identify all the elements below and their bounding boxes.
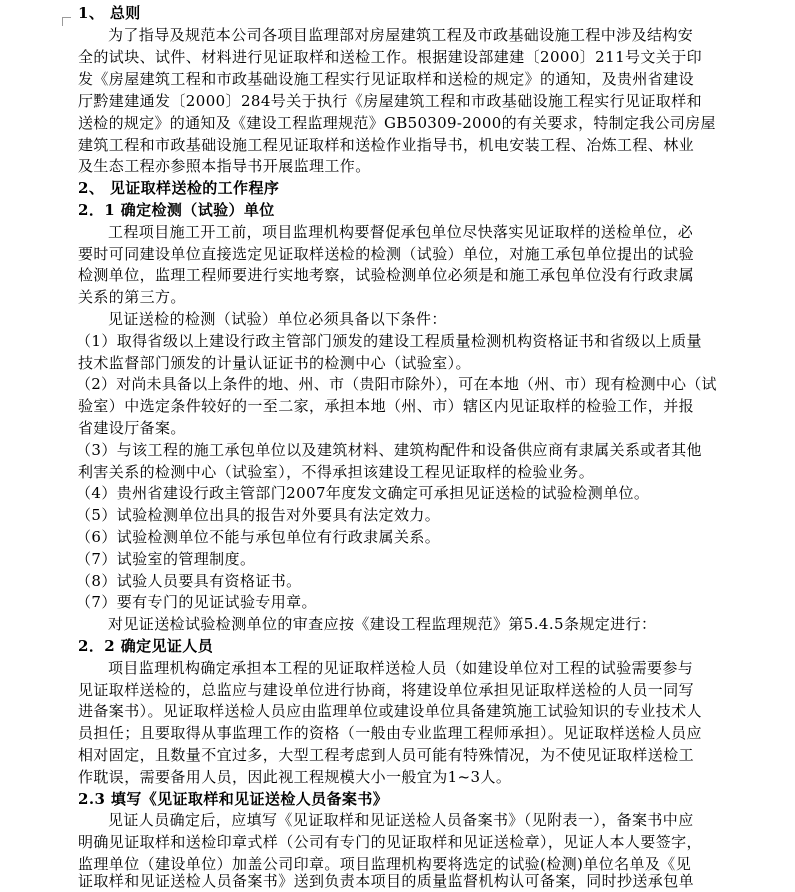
paragraph-line: 厅黔建建通发〔2000〕284号关于执行《房屋建筑工程和市政基础设施工程实行见证取样和: [78, 92, 703, 110]
list-item: （2）对尚未具备以上条件的地、州、市（贵阳市除外），可在本地（州、市）现有检测中心（试: [76, 375, 717, 393]
list-item: （4）贵州省建设行政主管部门2007年度发文确定可承担见证送检的试验检测单位。: [76, 484, 650, 502]
paragraph-line: 检测单位，监理工程师要进行实地考察，试验检测单位必须是和施工承包单位没有行政隶属: [78, 266, 695, 284]
list-item-continued: 省建设厅备案。: [78, 419, 186, 437]
paragraph-line: 要时可同建设单位直接选定见证取样送检的检测（试验）单位，对施工承包单位提出的试验: [78, 245, 695, 263]
heading-2: 2、 见证取样送检的工作程序: [78, 179, 280, 197]
paragraph-line: 全的试块、试件、材料进行见证取样和送检工作。根据建设部建建〔2000〕211号文关于印: [78, 48, 703, 66]
paragraph-line: 监理单位（建设单位）加盖公司印章。项目监理机构要将选定的试验(检测)单位名单及《见: [78, 855, 692, 873]
paragraph-line-cut: 证取样和见证送检人员备案书》送到负责本项目的质量监督机构认可备案，同时抄送承包单: [78, 872, 695, 890]
paragraph-line: 项目监理机构确定承担本工程的见证取样送检人员（如建设单位对工程的试验需要参与: [108, 659, 694, 677]
heading-2-2: 2．2 确定见证人员: [78, 637, 214, 655]
paragraph-line: 相对固定，且数量不宜过多，大型工程考虑到人员可能有特殊情况，为不使见证取样送检工: [78, 746, 695, 764]
list-item: （6）试验检测单位不能与承包单位有行政隶属关系。: [76, 528, 441, 546]
list-item: （5）试验检测单位出具的报告对外要具有法定效力。: [76, 506, 441, 524]
list-item-continued: 利害关系的检测中心（试验室），不得承担该建设工程见证取样的检验业务。: [78, 463, 595, 481]
paragraph-line: 关系的第三方。: [78, 288, 186, 306]
paragraph-line: 对见证送检试验检测单位的审查应按《建设工程监理规范》第5.4.5条规定进行：: [108, 615, 657, 633]
list-item: （8）试验人员要具有资格证书。: [76, 572, 302, 590]
paragraph-line: 作耽误，需要备用人员，因此视工程规模大小一般宜为1~3人。: [78, 768, 512, 786]
paragraph-line: 见证人员确定后，应填写《见证取样和见证送检人员备案书》（见附表一），备案书中应: [108, 811, 694, 829]
heading-2-1: 2．1 确定检测（试验）单位: [78, 201, 275, 219]
paragraph-line: 发《房屋建筑工程和市政基础设施工程实行见证取样和送检的规定》的通知，及贵州省建设: [78, 70, 695, 88]
list-item: （1）取得省级以上建设行政主管部门颁发的建设工程质量检测机构资格证书和省级以上质量: [76, 332, 702, 350]
list-item: （3）与该工程的施工承包单位以及建筑材料、建筑构配件和设备供应商有隶属关系或者其他: [76, 441, 702, 459]
paragraph-line: 进备案书）。见证取样送检人员应由监理单位或建设单位具备建筑施工试验知识的专业技术人: [78, 702, 702, 720]
heading-2-3: 2.3 填写《见证取样和见证送检人员备案书》: [78, 790, 389, 808]
paragraph-line: 建筑工程和市政基础设施工程见证取样和送检作业指导书，机电安装工程、冶炼工程、林业: [78, 136, 695, 154]
list-item-continued: 验室）中选定条件较好的一至二家，承担本地（州、市）辖区内见证取样的检验工作，并报: [78, 397, 695, 415]
list-item-continued: 技术监督部门颁发的计量认证证书的检测中心（试验室）。: [78, 354, 471, 372]
paragraph-line: 见证送检的检测（试验）单位必须具备以下条件：: [108, 310, 447, 328]
paragraph-line: 明确见证取样和送检印章式样（公司有专门的见证取样和见证送检章），见证人本人要签字，: [78, 833, 702, 851]
list-item: （7）要有专门的见证试验专用章。: [76, 593, 317, 611]
paragraph-line: 工程项目施工开工前，项目监理机构要督促承包单位尽快落实见证取样的送检单位，必: [108, 223, 694, 241]
paragraph-line: 员担任；且要取得从事监理工作的资格（一般由专业监理工程师承担）。见证取样送检人员应: [78, 724, 702, 742]
heading-1: 1、 总则: [78, 4, 141, 22]
margin-mark: [62, 17, 71, 26]
paragraph-line: 为了指导及规范本公司各项目监理部对房屋建筑工程及市政基础设施工程中涉及结构安: [108, 26, 694, 44]
paragraph-line: 见证取样送检的，总监应与建设单位进行协商，将建设单位承担见证取样送检的人员一同写: [78, 681, 695, 699]
paragraph-line: 及生态工程亦参照本指导书开展监理工作。: [78, 157, 371, 175]
paragraph-line: 送检的规定》的通知及《建设工程监理规范》GB50309-2000的有关要求，特制定我公司房屋: [78, 114, 716, 132]
list-item: （7）试验室的管理制度。: [76, 550, 256, 568]
